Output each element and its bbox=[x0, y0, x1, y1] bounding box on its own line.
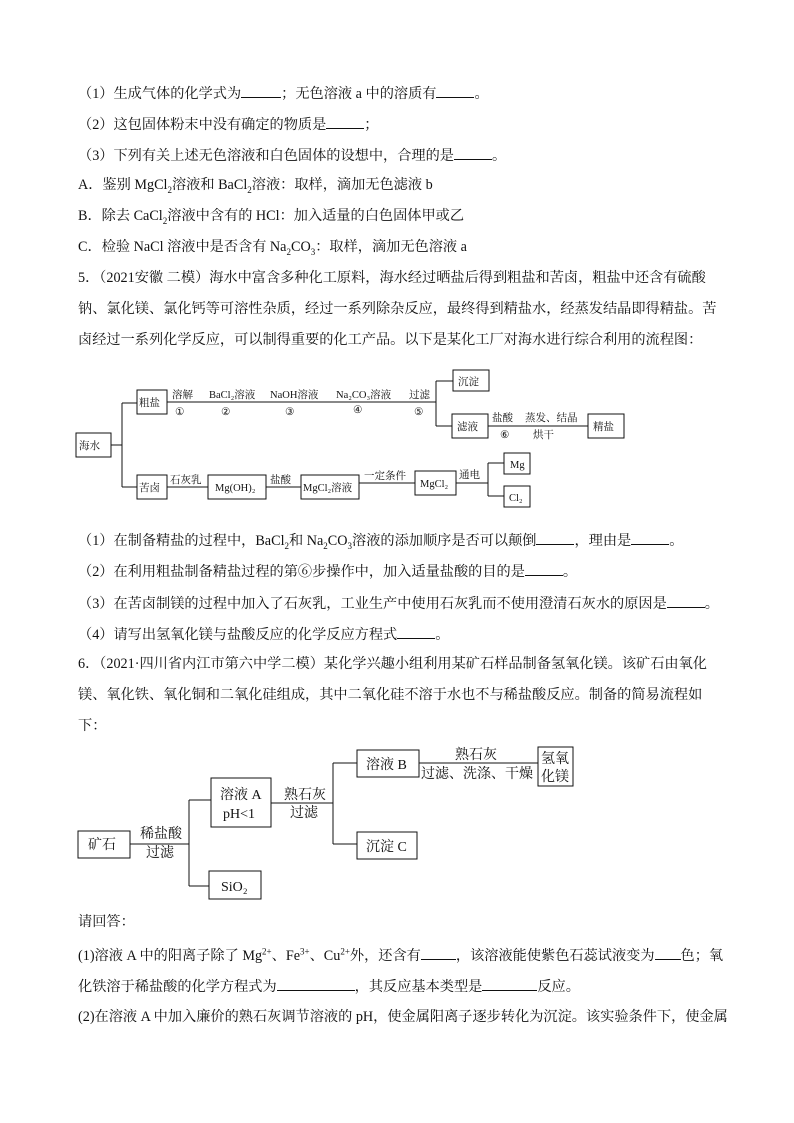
step-num-2: ② bbox=[221, 407, 231, 418]
option-text: B．除去 CaCl bbox=[78, 208, 163, 224]
q6-sub1-text: 、Cu bbox=[309, 948, 341, 964]
q6-stem-line2: 镁、氧化铁、氧化铜和二氧化硅组成，其中二氧化硅不溶于水也不与稀盐酸反应。制备的简易流程如 bbox=[78, 687, 703, 703]
q4-option-b bbox=[78, 207, 464, 225]
option-text: CO bbox=[290, 239, 311, 255]
option-text: 溶液和 BaCl bbox=[171, 177, 248, 193]
q6-sub2-line1: (2)在溶液 A 中加入廉价的熟石灰调节溶液的 pH，使金属阳离子逐步转化为沉淀。该实验条件下，使金属 bbox=[78, 1009, 728, 1025]
answer-blank bbox=[241, 83, 281, 98]
subscript: 3 bbox=[347, 540, 353, 551]
label-ore: 矿石 bbox=[88, 838, 116, 853]
q5-sub1-text: 和 Na bbox=[289, 533, 324, 549]
step-condition: 一定条件 bbox=[364, 471, 406, 482]
q4-option-c bbox=[78, 238, 467, 256]
punct: 。 bbox=[435, 627, 450, 643]
answer-blank bbox=[436, 83, 474, 98]
label-seawater: 海水 bbox=[79, 441, 100, 452]
step-num-4: ④ bbox=[353, 405, 363, 416]
q5-sub1-text: （1）在制备精盐的过程中，BaCl bbox=[78, 533, 285, 549]
q5-sub1 bbox=[78, 530, 683, 550]
q5-stem-line3: 卤经过一系列化学反应，可以制得重要的化工产品。以下是某化工厂对海水进行综合利用的流程图： bbox=[78, 332, 703, 348]
label-filtrate: 滤液 bbox=[457, 422, 478, 433]
step-filter-wash-dry: 过滤、洗涤、干燥 bbox=[421, 767, 533, 782]
answer-blank bbox=[482, 976, 537, 991]
label-fine-salt: 精盐 bbox=[593, 422, 614, 433]
reagent-hcl: 盐酸 bbox=[492, 413, 513, 424]
q4-sub1 bbox=[78, 83, 489, 103]
label-precipitate-c: 沉淀 C bbox=[366, 840, 407, 855]
step-num-6: ⑥ bbox=[500, 430, 510, 441]
option-text: C．检验 NaCl 溶液中是否含有 Na bbox=[78, 239, 287, 255]
q5-sub1-text: 溶液的添加顺序是否可以颠倒 bbox=[352, 533, 537, 549]
q5-stem-line1: 5．（2021安徽 二模）海水中富含多种化工原料，海水经过晒盐后得到粗盐和苦卤，粗盐中还含有硫酸 bbox=[78, 270, 706, 286]
q5-sub2-text: （2）在利用粗盐制备精盐过程的第⑥步操作中，加入适量盐酸的目的是 bbox=[78, 564, 525, 580]
label-sio2: SiO₂ bbox=[221, 880, 248, 895]
answer-blank bbox=[326, 114, 364, 129]
reagent-slaked-lime1: 熟石灰 bbox=[284, 788, 326, 803]
step-filter1: 过滤 bbox=[146, 846, 174, 861]
label-mgcl2-solution: MgCl₂溶液 bbox=[303, 483, 353, 494]
answer-blank bbox=[631, 530, 669, 545]
step-filter: 过滤 bbox=[409, 390, 430, 401]
punct: 。 bbox=[474, 86, 489, 102]
reagent-naoh: NaOH溶液 bbox=[270, 390, 319, 401]
q6-sub1-text: ，其反应基本类型是 bbox=[354, 979, 483, 995]
step-evaporate: 蒸发、结晶 bbox=[525, 413, 578, 424]
answer-blank bbox=[421, 945, 456, 960]
reagent-hcl2: 盐酸 bbox=[270, 475, 291, 486]
label-solution-a-ph: pH<1 bbox=[223, 807, 256, 822]
ore-flowchart bbox=[0, 740, 794, 910]
q5-stem-line2: 钠、氯化镁、氯化钙等可溶性杂质，经过一系列除杂反应，最终得到精盐水，经蒸发结晶即得精盐。苦 bbox=[78, 301, 717, 317]
q4-sub3 bbox=[78, 145, 506, 165]
reagent-lime-milk: 石灰乳 bbox=[170, 475, 202, 486]
punct: ； bbox=[364, 117, 379, 133]
option-text: ：取样，滴加无色溶液 a bbox=[315, 239, 467, 255]
answer-blank bbox=[277, 976, 355, 991]
q4-sub1-text2: ；无色溶液 a 中的溶质有 bbox=[281, 86, 437, 102]
q6-sub1-line2 bbox=[78, 976, 580, 996]
subscript: 2 bbox=[286, 246, 291, 257]
q4-sub2 bbox=[78, 114, 379, 134]
q5-sub4-text: （4）请写出氢氧化镁与盐酸反应的化学反应方程式 bbox=[78, 627, 398, 643]
answer-blank bbox=[525, 561, 563, 576]
q6-sub1-text: 色；氧 bbox=[680, 948, 724, 964]
q5-sub3-text: （3）在苦卤制镁的过程中加入了石灰乳，工业生产中使用石灰乳而不使用澄清石灰水的原因是 bbox=[78, 596, 667, 612]
label-crude-salt: 粗盐 bbox=[139, 398, 160, 409]
label-solution-b: 溶液 B bbox=[366, 758, 407, 773]
step-num-3: ③ bbox=[285, 407, 295, 418]
subscript: 2 bbox=[247, 184, 252, 195]
q6-sub1-text: 反应。 bbox=[537, 979, 580, 995]
q5-sub1-text: CO bbox=[327, 533, 348, 549]
reagent-dilute-hcl: 稀盐酸 bbox=[140, 827, 182, 842]
q5-sub2 bbox=[78, 561, 577, 581]
label-precipitate: 沉淀 bbox=[458, 377, 479, 388]
answer-blank bbox=[454, 145, 492, 160]
q6-sub1-text: 、Fe bbox=[271, 948, 301, 964]
q6-sub1-text: (1)溶液 A 中的阳离子除了 Mg bbox=[78, 948, 263, 964]
subscript: 2 bbox=[323, 540, 328, 551]
q4-sub1-text: （1）生成气体的化学式为 bbox=[78, 86, 242, 102]
subscript: 2 bbox=[167, 184, 172, 195]
label-solution-a: 溶液 A bbox=[220, 788, 262, 803]
q6-stem-line1: 6．（2021·四川省内江市第六中学二模）某化学兴趣小组利用某矿石样品制备氢氧化镁。该矿石由氧化 bbox=[78, 656, 707, 672]
label-mgcl2: MgCl₂ bbox=[420, 479, 449, 490]
q5-sub1-text: ，理由是 bbox=[574, 533, 632, 549]
seawater-flowchart bbox=[0, 360, 794, 520]
step-dry: 烘干 bbox=[533, 430, 554, 441]
q4-sub2-text: （2）这包固体粉末中没有确定的物质是 bbox=[78, 117, 327, 133]
answer-blank bbox=[397, 624, 435, 639]
punct: 。 bbox=[704, 596, 719, 612]
label-mg: Mg bbox=[510, 460, 525, 471]
label-cl2: Cl₂ bbox=[509, 493, 523, 504]
step-num-5: ⑤ bbox=[414, 407, 424, 418]
q5-sub3 bbox=[78, 593, 719, 613]
punct: 。 bbox=[669, 533, 684, 549]
q6-answer-prompt: 请回答： bbox=[78, 914, 135, 930]
subscript: 2 bbox=[284, 540, 290, 551]
step-num-1: ① bbox=[175, 407, 185, 418]
q6-sub1-text: 化铁溶于稀盐酸的化学方程式为 bbox=[78, 979, 277, 995]
option-text: 溶液：取样，滴加无色滤液 b bbox=[251, 177, 433, 193]
superscript: 2+ bbox=[262, 946, 272, 957]
label-product-line2: 化镁 bbox=[541, 770, 569, 785]
reagent-na2co3: Na₂CO₃溶液 bbox=[336, 390, 392, 401]
answer-blank bbox=[655, 945, 681, 960]
q4-option-a bbox=[78, 176, 433, 194]
punct: 。 bbox=[491, 148, 507, 164]
subscript: 3 bbox=[310, 246, 316, 257]
q6-sub1-text: ，该溶液能使紫色石蕊试液变为 bbox=[455, 948, 655, 964]
step-filter2: 过滤 bbox=[290, 806, 318, 821]
q5-sub4 bbox=[78, 624, 449, 644]
option-text: 溶液中含有的 HCl：加入适量的白色固体甲或乙 bbox=[167, 208, 465, 224]
option-text: A．鉴别 MgCl bbox=[78, 177, 168, 193]
superscript: 3+ bbox=[300, 946, 310, 957]
q6-sub1-line1 bbox=[78, 945, 723, 965]
q4-sub3-text: （3）下列有关上述无色溶液和白色固体的设想中，合理的是 bbox=[78, 148, 454, 164]
label-bittern: 苦卤 bbox=[139, 483, 160, 494]
q6-stem-line3: 下： bbox=[78, 718, 107, 734]
subscript: 2 bbox=[162, 215, 168, 226]
answer-blank bbox=[667, 593, 705, 608]
superscript: 2+ bbox=[340, 946, 350, 957]
label-mgoh2: Mg(OH)₂ bbox=[215, 483, 256, 494]
answer-blank bbox=[536, 530, 574, 545]
step-dissolve: 溶解 bbox=[172, 390, 193, 401]
label-product-line1: 氢氧 bbox=[541, 752, 569, 767]
step-electrolysis: 通电 bbox=[459, 470, 480, 481]
q6-sub1-text: 外，还含有 bbox=[349, 948, 421, 964]
reagent-bacl2: BaCl₂溶液 bbox=[209, 390, 256, 401]
punct: 。 bbox=[562, 564, 578, 580]
reagent-slaked-lime2: 熟石灰 bbox=[455, 748, 497, 763]
